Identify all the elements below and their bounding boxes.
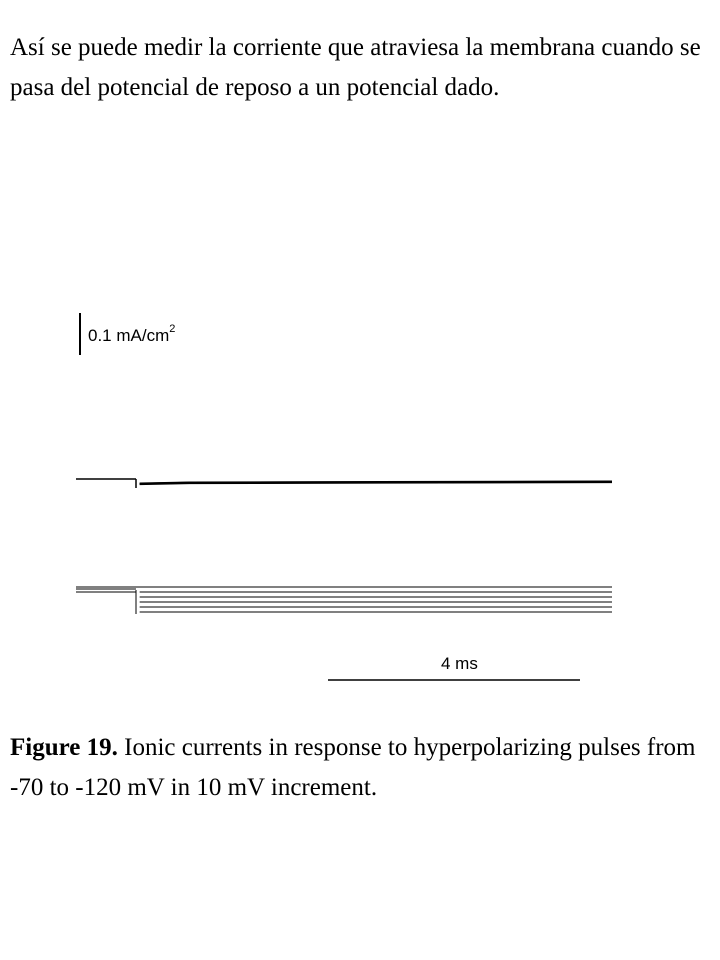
figure-label: Figure 19. [10,734,118,761]
time-scale-label: 4 ms [441,654,478,673]
voltage-traces [76,587,612,614]
current-scale-bar [80,313,175,355]
intro-text: Así se puede medir la corriente que atraviesa la membrana cuando se pasa del potencial de reposo a un potencial dado. [10,34,701,101]
time-scale-bar [328,654,580,680]
current-scale-label: 0.1 $mA/cm^2$ [88,323,176,345]
figure-caption [10,728,710,808]
current-traces [76,479,612,488]
caption-text: Ionic currents in response to hyperpolarizing pulses from -70 to -120 mV in 10 mV increment. [10,734,696,801]
current-scale-exponent: 2 [169,323,176,335]
